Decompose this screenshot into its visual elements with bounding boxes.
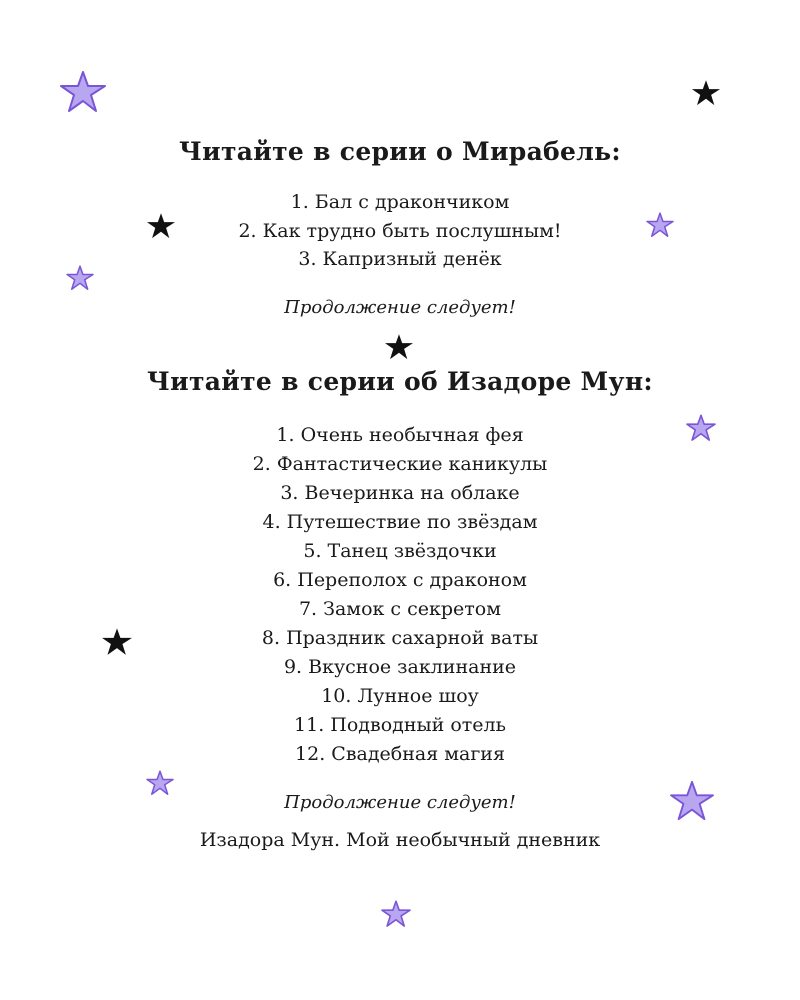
- mirabel-series-heading: Читайте в серии о Мирабель:: [179, 137, 621, 166]
- list-item: 2. Фантастические каникулы: [252, 453, 548, 475]
- isadora-book-list: [0, 421, 800, 769]
- list-item: 11. Подводный отель: [294, 714, 506, 736]
- list-item: 2. Как трудно быть послушным!: [238, 219, 562, 242]
- list-item: 9. Вкусное заклинание: [283, 656, 517, 678]
- isadora-series-heading: Читайте в серии об Изадоре Мун:: [147, 367, 653, 396]
- isadora-diary-title: Изадора Мун. Мой необычный дневник: [199, 829, 601, 851]
- list-item: 5. Танец звёздочки: [303, 540, 497, 562]
- star-icon: [380, 900, 412, 928]
- list-item: 10. Лунное шоу: [321, 685, 479, 707]
- list-item: 1. Очень необычная фея: [276, 424, 524, 446]
- list-item: 7. Замок с секретом: [298, 598, 502, 620]
- list-item: 6. Переполох с драконом: [273, 569, 527, 591]
- list-item: 8. Праздник сахарной ваты: [261, 627, 539, 649]
- list-item: 1. Бал с дракончиком: [290, 191, 510, 213]
- star-icon: [690, 78, 722, 108]
- mirabel-to-be-continued: Продолжение следует!: [284, 297, 516, 318]
- star-icon: [383, 333, 415, 361]
- isadora-to-be-continued: Продолжение следует!: [284, 792, 516, 813]
- list-item: 3. Вечеринка на облаке: [280, 482, 520, 504]
- mirabel-book-list: [0, 188, 800, 274]
- list-item: 12. Свадебная магия: [295, 743, 505, 765]
- list-item: 4. Путешествие по звёздам: [262, 511, 538, 533]
- list-item: 3. Капризный денёк: [298, 248, 502, 270]
- star-icon: [58, 70, 108, 114]
